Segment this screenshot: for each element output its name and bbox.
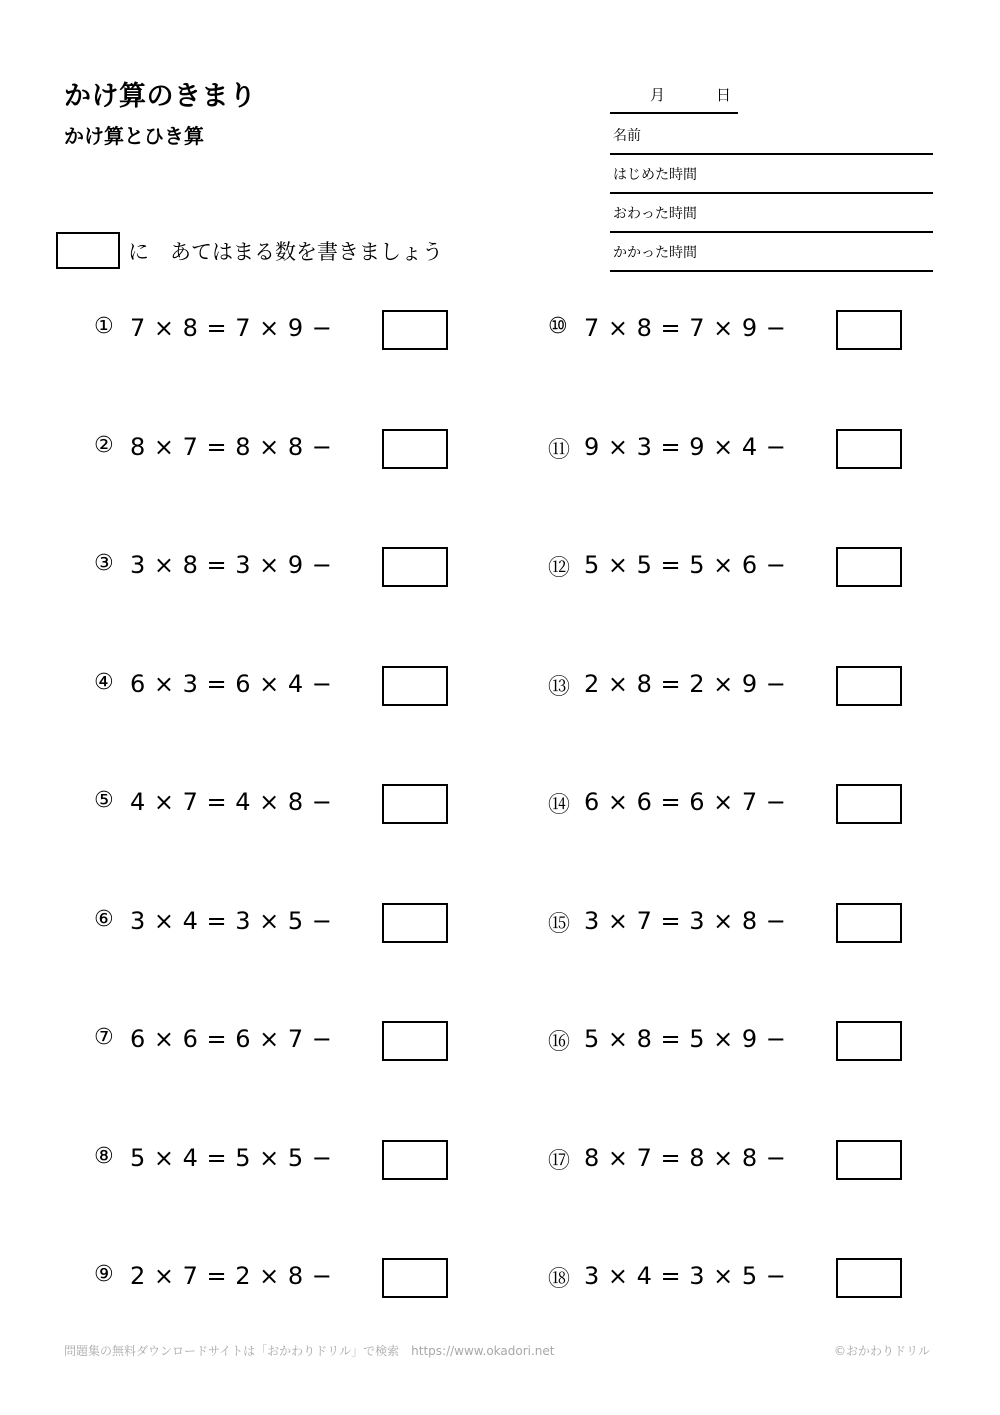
problem-row: [548, 1021, 908, 1061]
problem-number: ④: [94, 669, 114, 695]
problem-number: ⑫: [548, 556, 571, 581]
problem-equation: 3 × 7 = 3 × 8 −: [584, 906, 787, 935]
answer-box[interactable]: [382, 1140, 448, 1180]
problem-equation: 5 × 8 = 5 × 9 −: [584, 1025, 787, 1053]
problem-row: [548, 429, 908, 469]
end-time-label: おわった時間: [613, 206, 697, 222]
problem-row: [94, 666, 454, 706]
problem-number: ②: [94, 432, 114, 458]
problem-number: ⑮: [548, 911, 571, 937]
problem-number: ⑱: [548, 1267, 571, 1292]
problem-equation: 3 × 8 = 3 × 9 −: [130, 551, 333, 579]
worksheet-title: かけ算のきまり: [64, 81, 257, 112]
problem-equation: 6 × 3 = 6 × 4 −: [130, 669, 333, 698]
problem-row: [94, 429, 454, 469]
problem-row: [94, 1021, 454, 1061]
problem-row: [548, 903, 908, 943]
instruction-example-box: [56, 232, 120, 269]
problem-equation: 6 × 6 = 6 × 7 −: [130, 1025, 333, 1053]
answer-box[interactable]: [836, 547, 902, 587]
name-label: 名前: [613, 128, 641, 144]
answer-box[interactable]: [836, 429, 902, 469]
problem-equation: 6 × 6 = 6 × 7 −: [584, 788, 787, 816]
problem-number: ⑨: [94, 1262, 114, 1287]
month-label: 月: [650, 86, 666, 104]
problem-row: [94, 1140, 454, 1180]
problem-number: ③: [94, 551, 114, 576]
footer-copyright: ©おかわりドリル: [833, 1344, 930, 1358]
problem-number: ⑯: [548, 1030, 571, 1055]
elapsed-time-label: かかった時間: [613, 245, 697, 261]
answer-box[interactable]: [382, 429, 448, 469]
problem-equation: 3 × 4 = 3 × 5 −: [584, 1262, 787, 1290]
problem-equation: 7 × 8 = 7 × 9 −: [130, 314, 333, 342]
problem-number: ⑪: [548, 437, 571, 463]
worksheet-subtitle: かけ算とひき算: [64, 124, 204, 148]
answer-box[interactable]: [836, 903, 902, 943]
answer-box[interactable]: [836, 784, 902, 824]
answer-box[interactable]: [382, 784, 448, 824]
answer-box[interactable]: [836, 1140, 902, 1180]
answer-box[interactable]: [382, 903, 448, 943]
problem-row: [548, 310, 908, 350]
answer-box[interactable]: [382, 666, 448, 706]
problem-equation: 5 × 4 = 5 × 5 −: [130, 1143, 333, 1172]
problem-number: ⑬: [548, 674, 571, 700]
answer-box[interactable]: [382, 547, 448, 587]
answer-box[interactable]: [382, 1021, 448, 1061]
start-time-field[interactable]: [610, 154, 933, 194]
problem-number: ⑰: [548, 1148, 571, 1174]
problem-number: ⑦: [94, 1025, 114, 1050]
end-time-field[interactable]: [610, 193, 933, 233]
day-label: 日: [716, 86, 732, 104]
problem-equation: 8 × 7 = 8 × 8 −: [584, 1143, 787, 1172]
problem-equation: 8 × 7 = 8 × 8 −: [130, 432, 333, 461]
problem-row: [94, 784, 454, 824]
problem-number: ⑥: [94, 906, 114, 932]
date-field[interactable]: [610, 84, 738, 114]
problem-equation: 3 × 4 = 3 × 5 −: [130, 906, 333, 935]
problem-row: [548, 1140, 908, 1180]
problem-row: [548, 547, 908, 587]
start-time-label: はじめた時間: [613, 167, 697, 183]
footer-site-info: 問題集の無料ダウンロードサイトは「おかわりドリル」で検索 https://www.okadori.net: [64, 1344, 555, 1358]
problem-row: [548, 784, 908, 824]
answer-box[interactable]: [382, 1258, 448, 1298]
problem-equation: 4 × 7 = 4 × 8 −: [130, 788, 333, 816]
problem-row: [548, 1258, 908, 1298]
answer-box[interactable]: [836, 1258, 902, 1298]
problem-number: ⑩: [548, 314, 568, 339]
problem-number: ①: [94, 314, 114, 339]
name-field[interactable]: [610, 115, 933, 155]
problem-equation: 5 × 5 = 5 × 6 −: [584, 551, 787, 579]
problem-equation: 2 × 7 = 2 × 8 −: [130, 1262, 333, 1290]
problem-equation: 2 × 8 = 2 × 9 −: [584, 669, 787, 698]
problem-number: ⑧: [94, 1143, 114, 1169]
answer-box[interactable]: [836, 310, 902, 350]
problem-row: [94, 547, 454, 587]
problem-row: [94, 903, 454, 943]
answer-box[interactable]: [382, 310, 448, 350]
problem-equation: 7 × 8 = 7 × 9 −: [584, 314, 787, 342]
problem-row: [94, 310, 454, 350]
problem-row: [94, 1258, 454, 1298]
elapsed-time-field[interactable]: [610, 232, 933, 272]
answer-box[interactable]: [836, 1021, 902, 1061]
instruction-text: に あてはまる数を書きましょう: [128, 240, 443, 264]
problem-number: ⑭: [548, 793, 571, 818]
answer-box[interactable]: [836, 666, 902, 706]
problem-equation: 9 × 3 = 9 × 4 −: [584, 432, 787, 461]
problem-row: [548, 666, 908, 706]
problem-number: ⑤: [94, 788, 114, 813]
